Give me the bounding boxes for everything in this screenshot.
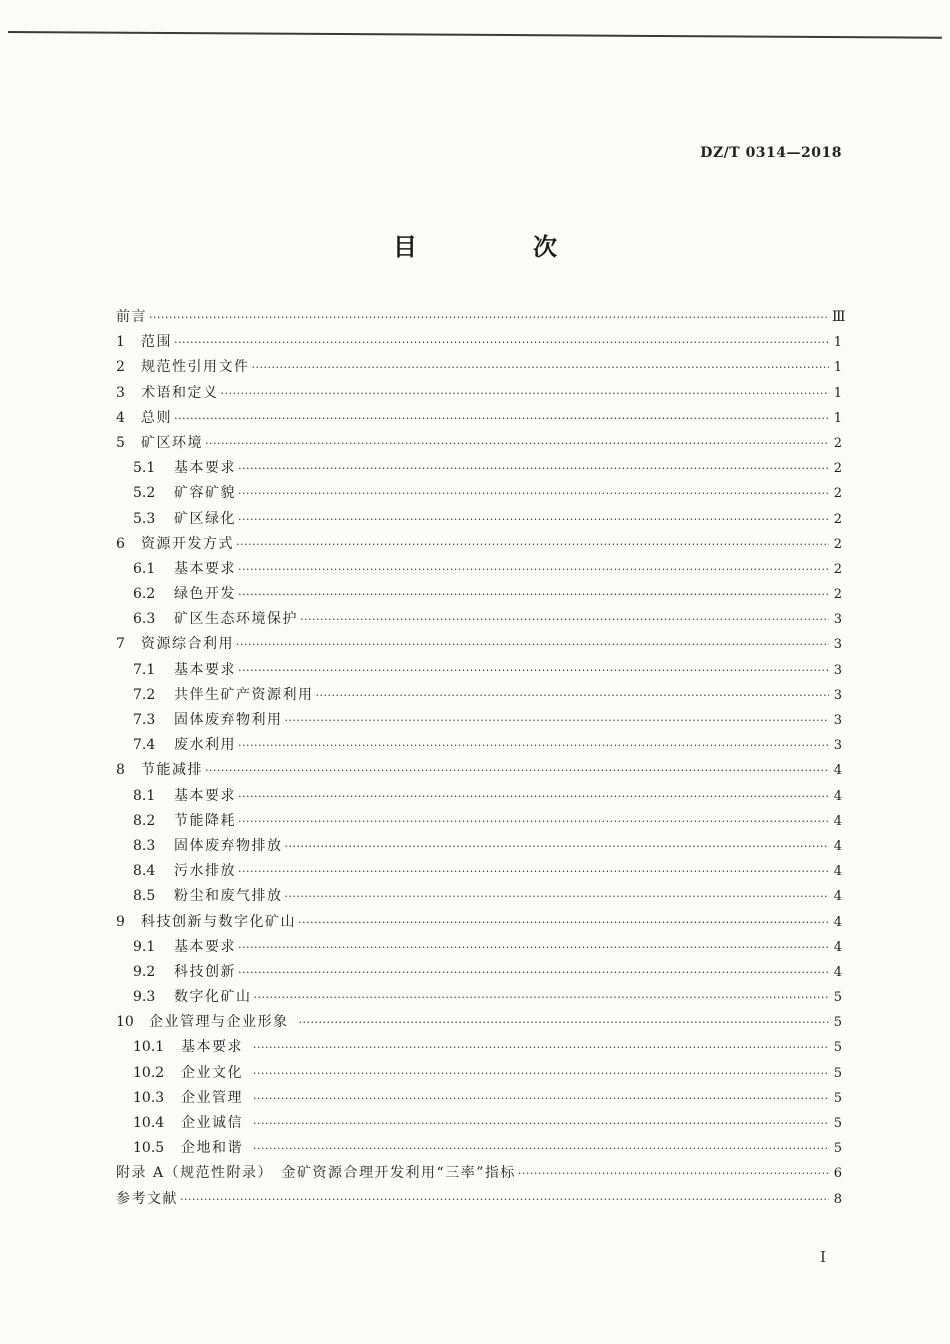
toc-entry[interactable] [116,708,842,733]
dot-leader [238,507,829,532]
toc-entry-page: 2 [833,587,842,603]
toc-entry-number: 7.3 [133,712,156,728]
toc-entry-number: 10.2 [133,1064,165,1081]
toc-entry-title: 附录 A（规范性附录） 金矿资源合理开发利用“三率”指标 [116,1165,516,1182]
toc-entry-page: 5 [833,1065,842,1081]
toc-entry-number: 7.4 [133,737,156,754]
toc-entry-page: 5 [833,1040,842,1056]
toc-entry-number: 7 [116,636,125,653]
dot-leader [238,582,829,607]
toc-entry-page: Ⅲ [832,309,846,325]
toc-entry[interactable] [116,758,842,783]
dot-leader [253,1035,829,1060]
toc-entry[interactable] [116,809,842,834]
toc-entry-page: 2 [833,435,842,451]
dot-leader [238,658,829,683]
toc-entry-page: 3 [833,687,842,703]
toc-entry[interactable] [116,330,842,355]
toc-entry-page: 5 [833,1116,842,1131]
dot-leader [254,985,830,1010]
toc-entry-title: 节能减排 [141,762,203,779]
toc-entry-number: 9.1 [133,938,156,955]
toc-entry-number: 8.2 [133,812,156,829]
toc-entry[interactable] [116,582,842,607]
toc-entry-number: 6.2 [133,586,156,603]
toc-entry-title: 企业管理与企业形象 [149,1014,289,1031]
toc-entry[interactable] [116,1035,842,1060]
toc-entry[interactable] [116,507,842,532]
toc-entry-page: 4 [833,889,842,905]
dot-leader [238,784,829,809]
toc-entry[interactable] [116,683,842,708]
standard-code: DZ/T 0314—2018 [700,145,842,161]
dot-leader [238,733,829,758]
toc-entry-title: 粉尘和废气排放 [174,888,283,905]
dot-leader [316,683,830,708]
toc-entry-page: 4 [833,788,842,804]
toc-entry[interactable] [116,1187,842,1212]
toc-entry-title: 基本要求 [174,787,236,804]
toc-entry-title: 废水利用 [174,737,236,754]
toc-entry-number: 7.2 [133,686,156,703]
toc-entry-title: 固体废弃物利用 [174,712,283,728]
dot-leader [518,1161,829,1186]
toc-entry[interactable] [116,1136,842,1161]
toc-entry-page: 5 [833,1141,842,1157]
dot-leader [180,1187,829,1212]
toc-entry-page: 4 [833,939,842,955]
toc-entry-page: 1 [833,385,842,401]
toc-entry-page: 5 [833,990,842,1006]
toc-entry-title: 术语和定义 [141,384,219,401]
dot-leader [238,859,829,884]
toc-entry-number: 9.2 [133,963,156,980]
toc-entry-title: 绿色开发 [174,586,236,603]
toc-entry-page: 2 [833,461,842,477]
toc-entry-number: 10.4 [133,1115,165,1131]
toc-entry-number: 3 [116,384,125,401]
toc-entry-title: 前言 [116,309,147,325]
toc-entry-page: 1 [833,335,842,351]
toc-entry-title: 基本要求 [174,460,236,477]
toc-entry[interactable] [116,305,846,330]
toc-entry[interactable] [116,607,842,632]
toc-entry[interactable] [116,1086,842,1111]
dot-leader [285,884,830,909]
toc-entry-number: 10.3 [133,1089,165,1106]
dot-leader [238,456,829,481]
toc-entry-page: 3 [833,713,842,728]
toc-entry-title: 范围 [141,334,172,351]
dot-leader [149,305,829,330]
toc-entry-title: 科技创新 [174,963,236,980]
toc-entry-page: 4 [833,964,842,980]
toc-entry-title: 节能降耗 [174,812,236,829]
toc-entry[interactable] [116,1061,842,1086]
dot-leader [238,935,829,960]
toc-entry-title: 科技创新与数字化矿山 [141,913,296,930]
dot-leader [221,381,830,406]
dot-leader [253,1086,829,1111]
toc-entry-page: 2 [833,511,842,527]
toc-entry-title: 矿区生态环境保护 [174,611,298,628]
toc-entry[interactable] [116,733,842,758]
toc-entry-title: 总则 [141,409,172,426]
toc-entry-title: 矿容矿貌 [174,485,236,502]
toc-entry-page: 5 [833,1015,842,1031]
toc-entry-page: 3 [833,662,842,678]
dot-leader [298,910,829,935]
toc-entry-number: 8.5 [133,888,156,905]
toc-entry-number: 5 [116,434,125,451]
toc-entry-page: 2 [833,561,842,577]
top-border-line [8,31,942,39]
toc-entry-number: 10.1 [133,1039,165,1056]
toc-entry-number: 9.3 [133,989,156,1006]
toc-entry[interactable] [116,1161,842,1186]
dot-leader [236,632,829,657]
toc-entry-number: 7.1 [133,661,156,678]
toc-entry-title: 企业管理 [181,1089,243,1106]
dot-leader [300,607,829,632]
toc-entry-page: 2 [833,536,842,552]
toc-entry-page: 4 [833,838,842,854]
toc-entry-title: 矿区环境 [141,434,203,451]
toc-entry-page: 4 [833,864,842,880]
toc-entry-number: 9 [116,913,125,930]
toc-entry-title: 基本要求 [181,1039,243,1056]
toc-entry-number: 8.3 [133,837,156,854]
toc-entry-page: 6 [833,1166,842,1182]
dot-leader [252,355,830,380]
toc-entry-number: 10.5 [133,1140,165,1157]
toc-entry-number: 10 [116,1014,134,1031]
dot-leader [236,532,829,557]
dot-leader [174,406,829,431]
dot-leader [253,1061,829,1086]
toc-entry-page: 1 [833,410,842,426]
toc-entry-number: 8.1 [133,787,156,804]
dot-leader [253,1111,829,1136]
toc-entry-page: 3 [833,612,842,628]
dot-leader [253,1136,829,1161]
dot-leader [238,557,829,582]
toc-entry-title: 污水排放 [174,863,236,880]
toc-entry-title: 数字化矿山 [174,989,252,1006]
toc-entry-title: 基本要求 [174,661,236,678]
toc-entry[interactable] [116,456,842,481]
dot-leader [238,960,829,985]
toc-entry-title: 基本要求 [174,560,236,577]
toc-entry-title: 规范性引用文件 [141,359,250,376]
toc-entry-title: 企地和谐 [181,1140,243,1157]
toc-entry-page: 4 [833,914,842,930]
toc-entry-number: 1 [116,334,125,351]
toc-entry[interactable] [116,1111,842,1136]
toc-entry[interactable] [116,1010,842,1035]
toc-entry[interactable] [116,985,842,1010]
toc-entry-page: 5 [833,1090,842,1106]
toc-entry-page: 3 [833,637,842,653]
toc-entry-page: 8 [833,1191,842,1207]
toc-entry[interactable] [116,532,842,557]
toc-entry-title: 基本要求 [174,938,236,955]
toc-entry[interactable] [116,834,842,859]
toc-entry-title: 企业诚信 [181,1115,243,1131]
toc-entry-title: 矿区绿化 [174,510,236,527]
table-of-contents [116,305,846,1212]
toc-entry[interactable] [116,784,842,809]
dot-leader [238,809,829,834]
toc-entry-page: 3 [833,738,842,754]
dot-leader [285,834,830,859]
toc-entry-number: 6 [116,535,125,552]
dot-leader [174,330,829,355]
toc-entry-title: 资源开发方式 [141,535,234,552]
toc-entry[interactable] [116,884,842,909]
toc-entry-number: 6.1 [133,560,156,577]
toc-entry-page: 1 [833,360,842,376]
dot-leader [205,431,829,456]
toc-entry-page: 4 [833,813,842,829]
dot-leader [285,708,830,733]
toc-entry-number: 8 [116,762,125,779]
toc-entry[interactable] [116,910,842,935]
toc-entry[interactable] [116,960,842,985]
toc-entry-title: 资源综合利用 [141,636,234,653]
toc-entry-title: 企业文化 [181,1064,243,1081]
toc-entry-number: 6.3 [133,611,156,628]
toc-entry[interactable] [116,355,842,380]
toc-entry[interactable] [116,859,842,884]
toc-entry[interactable] [116,935,842,960]
toc-entry-number: 5.3 [133,510,156,527]
toc-entry-number: 5.1 [133,460,156,477]
toc-entry[interactable] [116,557,842,582]
toc-entry[interactable] [116,658,842,683]
dot-leader [299,1010,830,1035]
toc-entry-number: 5.2 [133,485,156,502]
toc-entry-title: 共伴生矿产资源利用 [174,686,314,703]
toc-entry[interactable] [116,632,842,657]
dot-leader [238,481,829,506]
toc-entry-title: 固体废弃物排放 [174,837,283,854]
toc-entry[interactable] [116,431,842,456]
toc-entry-page: 4 [833,763,842,779]
toc-entry-title: 参考文献 [116,1190,178,1207]
toc-entry[interactable] [116,481,842,506]
dot-leader [205,758,829,783]
toc-entry-page: 2 [833,486,842,502]
page-number: Ⅰ [820,1248,826,1266]
toc-entry-number: 2 [116,359,125,376]
toc-entry-number: 4 [116,409,125,426]
toc-entry-number: 8.4 [133,863,156,880]
toc-entry[interactable] [116,406,842,431]
toc-entry[interactable] [116,381,842,406]
page-title: 目 次 [393,233,603,261]
